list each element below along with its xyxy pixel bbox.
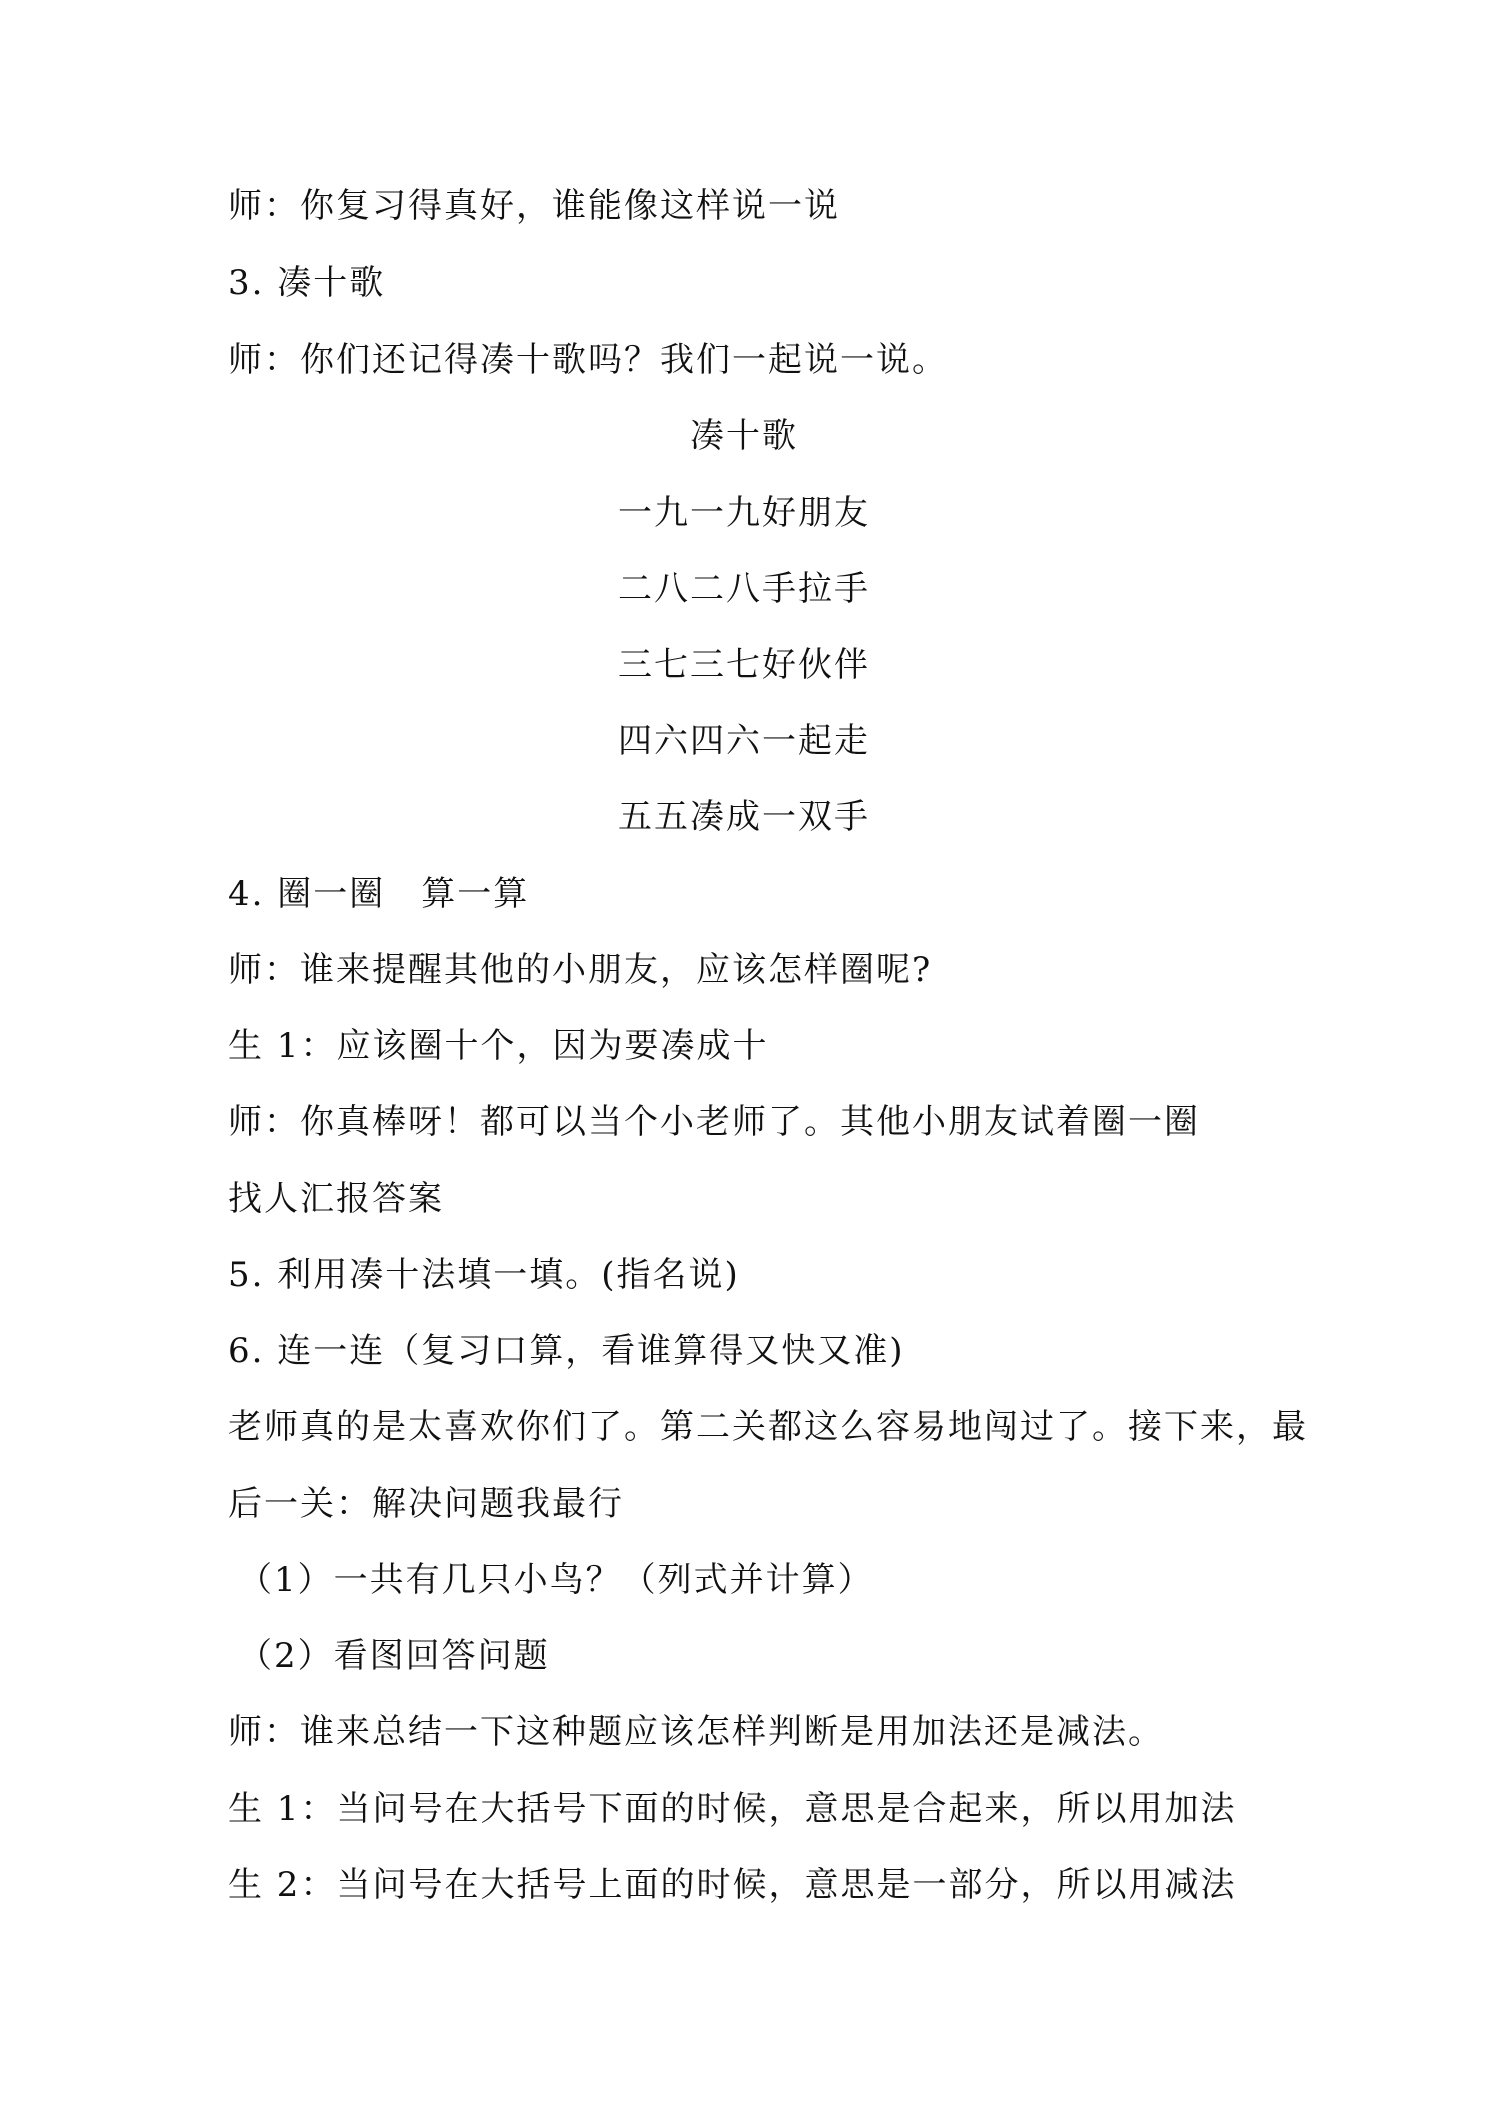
song-line-1: 一九一九好朋友 <box>618 493 870 533</box>
report-answer-line: 找人汇报答案 <box>228 1179 444 1219</box>
song-line-4: 四六四六一起走 <box>618 721 870 761</box>
section-heading-4: 4. 圈一圈 算一算 <box>228 874 530 914</box>
teacher-summary-line: 师：谁来总结一下这种题应该怎样判断是用加法还是减法。 <box>228 1712 1164 1752</box>
student-2-answer: 生 2：当问号在大括号上面的时候，意思是一部分，所以用减法 <box>228 1865 1237 1905</box>
teacher-line-circle: 师：谁来提醒其他的小朋友，应该怎样圈呢? <box>228 950 933 990</box>
song-line-2: 二八二八手拉手 <box>618 569 870 609</box>
song-title: 凑十歌 <box>690 416 798 456</box>
teacher-paragraph-line-2: 后一关：解决问题我最行 <box>228 1484 624 1524</box>
student-line-1: 生 1：应该圈十个，因为要凑成十 <box>228 1026 769 1066</box>
question-2: （2）看图回答问题 <box>238 1636 550 1676</box>
section-heading-3: 3. 凑十歌 <box>228 263 386 303</box>
section-heading-6: 6. 连一连（复习口算，看谁算得又快又准) <box>228 1331 905 1371</box>
song-line-3: 三七三七好伙伴 <box>618 645 870 685</box>
teacher-paragraph-line-1: 老师真的是太喜欢你们了。第二关都这么容易地闯过了。接下来，最 <box>228 1407 1308 1447</box>
song-line-5: 五五凑成一双手 <box>618 797 870 837</box>
student-1-answer: 生 1：当问号在大括号下面的时候，意思是合起来，所以用加法 <box>228 1789 1237 1829</box>
teacher-line-song: 师：你们还记得凑十歌吗？我们一起说一说。 <box>228 340 948 380</box>
teacher-line-review: 师：你复习得真好，谁能像这样说一说 <box>228 186 840 226</box>
teacher-line-praise: 师：你真棒呀！都可以当个小老师了。其他小朋友试着圈一圈 <box>228 1102 1200 1142</box>
question-1: （1）一共有几只小鸟？（列式并计算） <box>238 1560 874 1600</box>
section-heading-5: 5. 利用凑十法填一填。(指名说) <box>228 1255 740 1295</box>
